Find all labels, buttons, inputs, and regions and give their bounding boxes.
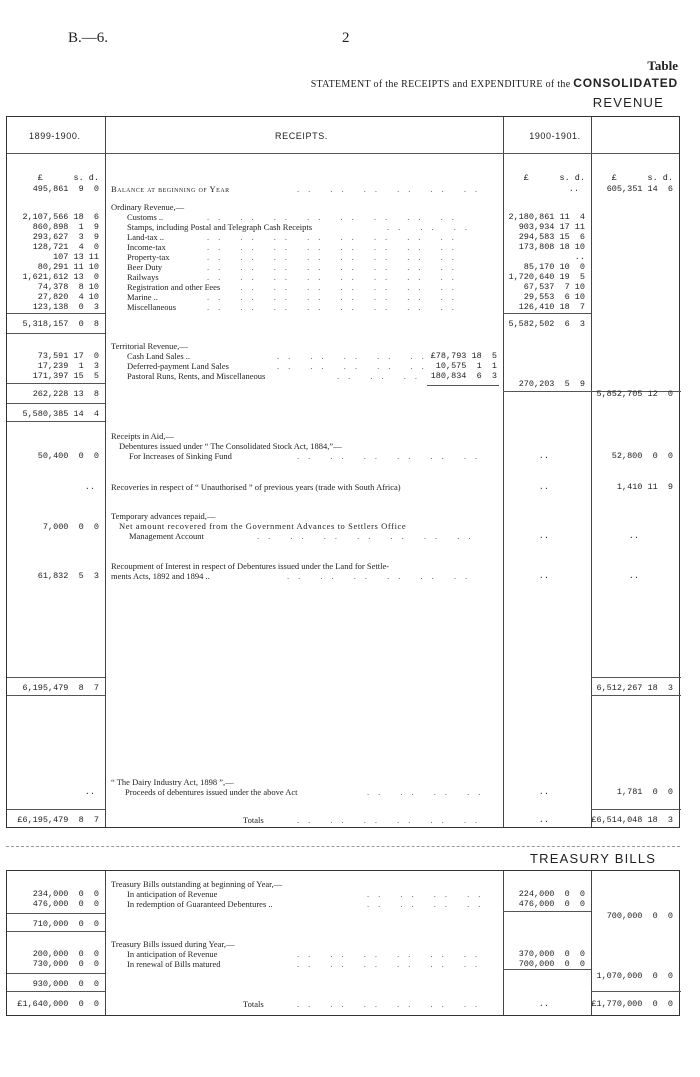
treasury-iss-row-left: 730,000 0 0: [32, 959, 99, 969]
aid-line2: For Increases of Sinking Fund: [129, 451, 232, 461]
ordinary-row-label: Registration and other Fees: [127, 282, 221, 292]
table-label: Table: [647, 58, 678, 73]
ordinary-row-r1: 1,720,640 19 5: [508, 272, 585, 282]
ordinary-row-left: 860,898 1 9: [32, 222, 99, 232]
ordinary-row-left: 80,291 11 10: [37, 262, 99, 272]
ordinary-row-left: 293,627 3 9: [32, 232, 99, 242]
page-number: 2: [342, 30, 350, 46]
ordinary-row-dots: .. .. .. .. .. .. .. ..: [207, 292, 463, 302]
treasury-iss-r2: 1,070,000 0 0: [596, 971, 673, 981]
recover-left: ..: [84, 482, 95, 492]
aid-line1: Debentures issued under “ The Consolidated Stock Act, 1884,”—: [119, 441, 342, 451]
balance-label: Balance at beginning of Year: [111, 184, 230, 194]
territorial-row-mid: 10,575 1 1: [435, 361, 497, 371]
ordinary-row-left: 128,721 4 0: [32, 242, 99, 252]
territorial-row-left: 17,239 1 3: [37, 361, 99, 371]
treasury-iss-heading: Treasury Bills issued during Year,—: [111, 939, 235, 949]
recoup-line1: Recoupment of Interest in respect of Debentures issued under the Land for Settle-: [111, 561, 390, 571]
balance-r2: 605,351 14 6: [606, 184, 673, 194]
ordinary-row-left: 2,107,566 18 6: [22, 212, 99, 222]
ordinary-row-left: 123,138 0 3: [32, 302, 99, 312]
treasury-table: Treasury Bills outstanding at beginning of Year,— 234,000 0 0 In anticipation of Revenue .. .. .. .. 224,000 0 0 476,000 0 0 In redemption of Guaranteed Debentures .. .. .. .. .. 476,000 0 0 700,000 0 0 710,000 0 0 Treasury Bills issued during Year,— 200,000 0 0 In anticipation of Revenue .. .. .. .. .. .. 370,000 0 0 730,000 0 0 In renewal of Bills matured .. .. .. .. .. .. 700,000 0 0 1,070,000 0 0 930,000 0 0 £1,640,000 0 0 Totals .. .. .. .. .. .. .. £1,770,000 0 0: [6, 870, 680, 1016]
totals-label: Totals: [243, 815, 264, 825]
ordinary-row-label: Miscellaneous: [127, 302, 177, 312]
territorial-r1: 270,203 5 9: [518, 379, 585, 389]
units-right2: £ s. d.: [611, 173, 673, 183]
grand1-r2: 6,512,267 18 3: [596, 683, 673, 693]
territorial-row-label: Deferred-payment Land Sales: [127, 361, 229, 371]
territorial-row-left: 171,397 15 5: [32, 371, 99, 381]
units-right1: £ s. d.: [523, 173, 585, 183]
totals-r2: £6,514,048 18 3: [591, 815, 673, 825]
territorial-row-dots: .. .. .. .. ..: [277, 361, 433, 371]
col-header-1900: 1900-1901.: [529, 131, 581, 141]
ordinary-row-r1: ..: [574, 252, 585, 262]
treasury-totals-r1: ..: [538, 999, 549, 1009]
ordinary-row-r1: 903,934 17 11: [518, 222, 585, 232]
ordinary-row-dots: .. .. .. .. .. .. .. ..: [207, 262, 463, 272]
treasury-out-heading: Treasury Bills outstanding at beginning of Year,—: [111, 879, 283, 889]
treasury-out-sub-left: 710,000 0 0: [32, 919, 99, 929]
ordinary-row-label: Property-tax: [127, 252, 170, 262]
treasury-iss-row-dots: .. .. .. .. .. ..: [297, 949, 487, 959]
ordinary-row-label: Income-tax: [127, 242, 166, 252]
ordinary-row-dots: .. .. ..: [387, 222, 476, 232]
treasury-out-row-r1: 224,000 0 0: [518, 889, 585, 899]
grand1-left: 6,195,479 8 7: [22, 683, 99, 693]
receipts-table: 1899-1900. RECEIPTS. 1900-1901. £ s. d. £ s. d. £ s. d. 495,861 9 0 Balance at beginning of Year .. .. .. .. .. .. .. 605,351 14 6 Ordinary Revenue,— 2,107,566 18 6 Customs .. .. .. .. .. .. .. .. .. 2,180,861 11 4 860,898 1 9 Stamps, including Postal and Telegraph Cash Receipts .. .. .. 903,934 17 11 293,627 3 9 Land-tax .. .. .. .. .. .. .. .. .. 294,583 15 6 128,721 4 0 Income-tax .. .. .. .. .. .. .. .. 173,808 18 10 107 13 11 Property-tax .. .. .. .. .. .. .. .. .. 80,291 11 10 Beer Duty .. .. .. .. .. .. .. .. 85,170 10 0 1,621,612 13 0 Railways .. .. .. .. .. .. .. .. 1,720,640 19 5 74,378 8 10 Registration and other Fees .. .. .. .. .. .. .. .. 67,537 7 10 27,820 4 10 Marine .. .. .. .. .. .. .. .. .. 29,553 6 10 123,138 0 3 Miscellaneous .. .. .. .. .. .. .. .. 126,410 18 7 5,318,157 0 8 5,582,502 6 3 Territorial Revenue,— 73,591 17 0 Cash Land Sales .. .. .. .. .. .. £78,793 18 5 17,239 1 3 Deferred-payment Land Sales .. .. .. .. .. 10,575 1 1 171,397 15 5 Pastoral Runs, Rents, and Miscellaneous .. .. .. 180,834 6 3 270,203 5 9 262,228 13 8 5,852,705 12 0 5,580,385 14 4 Receipts in Aid,— Debentures issued under “ The Consolidated Stock Act, 1884,”— For Increases of Sinking Fund .. .. .. .. .. .. 50,400 0 0 .. 52,800 0 0 .. Recoveries in respect of “ Unauthorised ” of previous years (trade with South Africa) .. 1,410 11 9 Temporary advances repaid,— Net amount recovered from the Government Advances to Settlers Office Management Account .. .. .. .. .. .. .. 7,000 0 0 .. .. Recoupment of Interest in respect of Debentures issued under the Land for Settle- ments Acts, 1892 and 1894 .. .. .. .. .. .. .. 61,832 5 3 .. .. 6,195,479 8 7 6,512,267 18 3 “ The Dairy Industry Act, 1898 ”,— Proceeds of debentures issued under the above Act .. .. .. .. .. .. 1,781 0 0 £6,195,479 8 7 Totals .. .. .. .. .. .. .. £6,514,048 18 3: [6, 116, 680, 828]
recover-r1: ..: [538, 482, 549, 492]
ordinary-row-r1: 85,170 10 0: [523, 262, 585, 272]
statement-title: [311, 76, 678, 90]
col-header-1899: 1899-1900.: [29, 131, 81, 141]
ordinary-row-label: Railways: [127, 272, 159, 282]
temp-left: 7,000 0 0: [42, 522, 99, 532]
dairy-left: ..: [84, 787, 95, 797]
territorial-total-r2: 5,852,705 12 0: [596, 389, 673, 399]
ordinary-row-left: 74,378 8 10: [37, 282, 99, 292]
territorial-row-mid: 180,834 6 3: [430, 371, 497, 381]
treasury-iss-row-left: 200,000 0 0: [32, 949, 99, 959]
territorial-row-label: Cash Land Sales ..: [127, 351, 191, 361]
recoup-r1: ..: [538, 571, 549, 581]
totals-left: £6,195,479 8 7: [17, 815, 99, 825]
treasury-totals-label: Totals: [243, 999, 264, 1009]
treasury-out-row-label: In redemption of Guaranteed Debentures ..: [127, 899, 273, 909]
ordinary-heading: Ordinary Revenue,—: [111, 202, 185, 212]
territorial-row-mid: £78,793 18 5: [430, 351, 497, 361]
temp-line1: Net amount recovered from the Government Advances to Settlers Office: [119, 521, 407, 531]
aid-left: 50,400 0 0: [37, 451, 99, 461]
dairy-line1: “ The Dairy Industry Act, 1898 ”,—: [111, 777, 234, 787]
units-left: £ s. d.: [37, 173, 99, 183]
balance-r1: ..: [568, 184, 579, 194]
temp-line2: Management Account: [129, 531, 204, 541]
ordinary-row-dots: .. .. .. .. .. .. .. ..: [207, 212, 463, 222]
ordinary-row-r1: 173,808 18 10: [518, 242, 585, 252]
recoup-line2: ments Acts, 1892 and 1894 ..: [111, 571, 210, 581]
treasury-totals-left: £1,640,000 0 0: [17, 999, 99, 1009]
ordinary-row-label: Land-tax ..: [127, 232, 165, 242]
treasury-title: TREASURY BILLS: [530, 851, 657, 866]
treasury-iss-row-r1: 370,000 0 0: [518, 949, 585, 959]
ordinary-row-left: 27,820 4 10: [37, 292, 99, 302]
document-reference: B.—6.: [68, 30, 109, 46]
territorial-row-dots: .. .. ..: [337, 371, 426, 381]
recover-label: Recoveries in respect of “ Unauthorised ” of previous years (trade with South Africa): [111, 482, 401, 492]
col-header-receipts: RECEIPTS.: [275, 131, 328, 141]
treasury-iss-row-r1: 700,000 0 0: [518, 959, 585, 969]
treasury-iss-row-dots: .. .. .. .. .. ..: [297, 959, 487, 969]
ordinary-row-dots: .. .. .. .. .. .. .. ..: [207, 282, 463, 292]
aid-r1: ..: [538, 451, 549, 461]
treasury-out-row-label: In anticipation of Revenue: [127, 889, 218, 899]
territorial-row-dots: .. .. .. .. ..: [277, 351, 433, 361]
ordinary-row-label: Beer Duty: [127, 262, 163, 272]
ordinary-row-r1: 126,410 18 7: [518, 302, 585, 312]
ordinary-row-r1: 29,553 6 10: [523, 292, 585, 302]
ordinary-row-dots: .. .. .. .. .. .. .. ..: [207, 232, 463, 242]
ordinary-row-r1: 294,583 15 6: [518, 232, 585, 242]
ordinary-row-dots: .. .. .. .. .. .. .. ..: [207, 252, 463, 262]
aid-heading: Receipts in Aid,—: [111, 431, 175, 441]
temp-heading: Temporary advances repaid,—: [111, 511, 216, 521]
treasury-out-row-left: 476,000 0 0: [32, 899, 99, 909]
ordinary-row-r1: 67,537 7 10: [523, 282, 585, 292]
territorial-row-label: Pastoral Runs, Rents, and Miscellaneous: [127, 371, 266, 381]
balance-left: 495,861 9 0: [32, 184, 99, 194]
statement-title-bold: CONSOLIDATED: [573, 76, 678, 90]
treasury-iss-sub-left: 930,000 0 0: [32, 979, 99, 989]
statement-title-prefix: STATEMENT of the RECEIPTS and EXPENDITURE of the: [310, 79, 571, 90]
treasury-out-row-dots: .. .. .. ..: [367, 889, 490, 899]
ordinary-row-left: 1,621,612 13 0: [22, 272, 99, 282]
territorial-subtotal-left: 262,228 13 8: [32, 389, 99, 399]
recoup-left: 61,832 5 3: [37, 571, 99, 581]
ordinary-row-label: Customs ..: [127, 212, 164, 222]
totals-r1: ..: [538, 815, 549, 825]
treasury-iss-row-label: In anticipation of Revenue: [127, 949, 218, 959]
ordinary-subtotal-r1: 5,582,502 6 3: [508, 319, 585, 329]
treasury-out-row-r1: 476,000 0 0: [518, 899, 585, 909]
dairy-r1: ..: [538, 787, 549, 797]
dairy-line2: Proceeds of debentures issued under the above Act: [125, 787, 298, 797]
ordinary-subtotal-left: 5,318,157 0 8: [22, 319, 99, 329]
statement-subtitle: REVENUE: [592, 95, 664, 110]
ordinary-row-label: Marine ..: [127, 292, 158, 302]
ordinary-row-dots: .. .. .. .. .. .. .. ..: [207, 242, 463, 252]
ordinary-row-dots: .. .. .. .. .. .. .. ..: [207, 302, 463, 312]
ordinary-row-label: Stamps, including Postal and Telegraph Cash Receipts: [127, 222, 313, 232]
ordinary-row-left: 107 13 11: [53, 252, 99, 262]
dairy-r2: 1,781 0 0: [616, 787, 673, 797]
treasury-out-r2: 700,000 0 0: [606, 911, 673, 921]
ordinary-row-r1: 2,180,861 11 4: [508, 212, 585, 222]
treasury-out-row-left: 234,000 0 0: [32, 889, 99, 899]
temp-r2: ..: [628, 531, 639, 541]
treasury-out-row-dots: .. .. .. ..: [367, 899, 490, 909]
territorial-heading: Territorial Revenue,—: [111, 341, 188, 351]
ordinary-row-dots: .. .. .. .. .. .. .. ..: [207, 272, 463, 282]
total1-left: 5,580,385 14 4: [22, 409, 99, 419]
recover-r2: 1,410 11 9: [616, 482, 673, 492]
treasury-totals-r2: £1,770,000 0 0: [591, 999, 673, 1009]
temp-r1: ..: [538, 531, 549, 541]
territorial-row-left: 73,591 17 0: [37, 351, 99, 361]
aid-r2: 52,800 0 0: [611, 451, 673, 461]
recoup-r2: ..: [628, 571, 639, 581]
treasury-iss-row-label: In renewal of Bills matured: [127, 959, 221, 969]
